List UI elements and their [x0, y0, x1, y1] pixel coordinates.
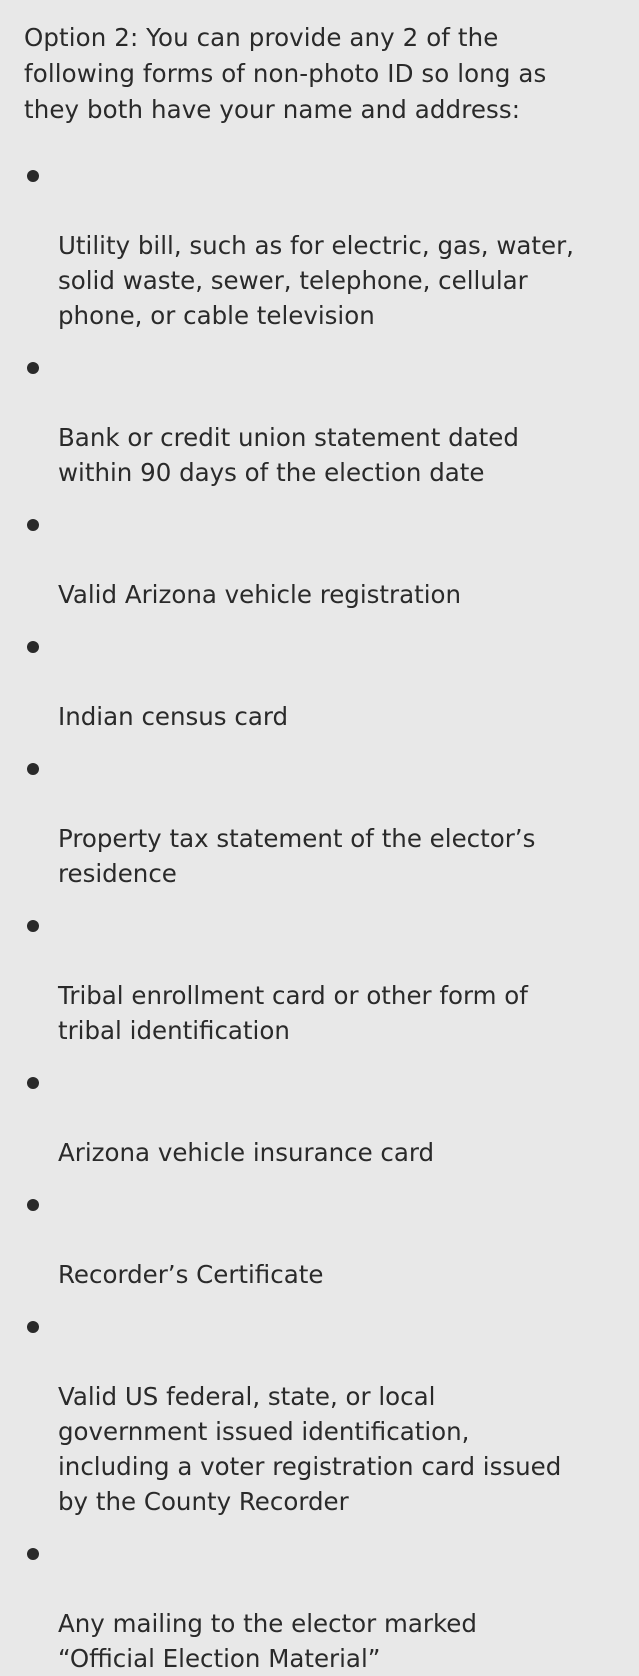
- list-item: [24, 629, 619, 734]
- bullet-icon: [27, 1548, 39, 1560]
- list-item-text: Valid US federal, state, or local government issued identification, including a voter registration card issued by the County Recorder: [58, 1382, 562, 1516]
- list-item-text: Bank or credit union statement dated within 90 days of the election date: [58, 423, 519, 487]
- list-item: [24, 1309, 619, 1519]
- list-item-text: Property tax statement of the elector’s residence: [58, 824, 536, 888]
- bullet-icon: [27, 1199, 39, 1211]
- bullet-icon: [27, 362, 39, 374]
- id-options-list: [24, 158, 619, 1676]
- bullet-icon: [27, 763, 39, 775]
- list-item-text: Tribal enrollment card or other form of tribal identification: [58, 981, 528, 1045]
- list-item-text: Arizona vehicle insurance card: [58, 1138, 435, 1167]
- list-item: [24, 158, 619, 333]
- bullet-icon: [27, 519, 39, 531]
- bullet-icon: [27, 1321, 39, 1333]
- list-item: [24, 1065, 619, 1170]
- list-item-text: Recorder’s Certificate: [58, 1260, 324, 1289]
- list-item: [24, 751, 619, 891]
- list-item-text: Utility bill, such as for electric, gas, water, solid waste, sewer, telephone, cellular phone, or cable television: [58, 231, 574, 330]
- bullet-icon: [27, 641, 39, 653]
- bullet-icon: [27, 1077, 39, 1089]
- list-item: [24, 1187, 619, 1292]
- bullet-icon: [27, 170, 39, 182]
- list-item: [24, 350, 619, 490]
- list-item: [24, 908, 619, 1048]
- list-item-text: Any mailing to the elector marked “Official Election Material”: [58, 1609, 477, 1673]
- bullet-icon: [27, 920, 39, 932]
- list-item-text: Valid Arizona vehicle registration: [58, 580, 462, 609]
- intro-paragraph: Option 2: You can provide any 2 of the following forms of non-photo ID so long as they both have your name and address:: [24, 23, 547, 124]
- list-item-text: Indian census card: [58, 702, 289, 731]
- list-item: [24, 507, 619, 612]
- list-item: [24, 1536, 619, 1676]
